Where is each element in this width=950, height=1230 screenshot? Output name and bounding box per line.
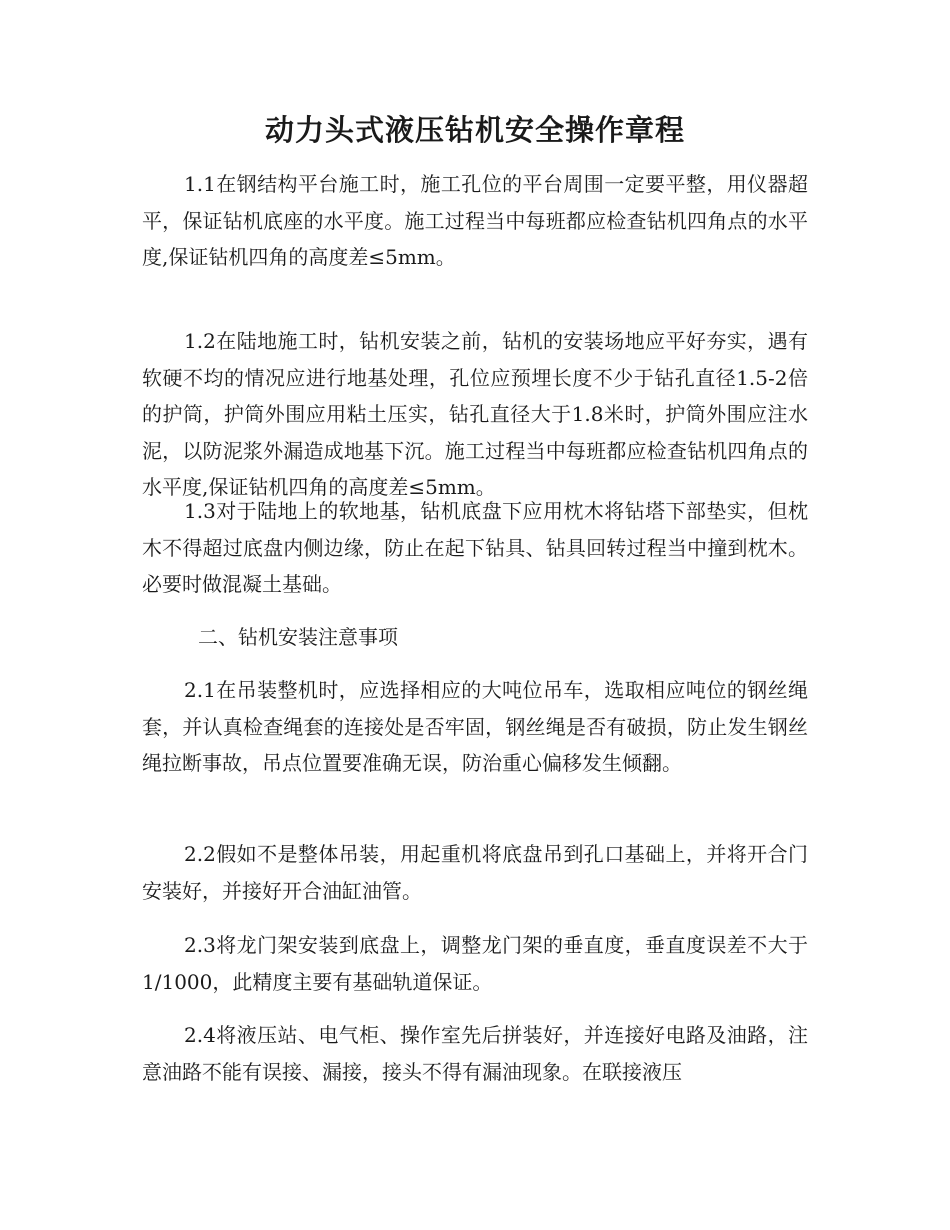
- paragraph-2-2: 2.2假如不是整体吊装，用起重机将底盘吊到孔口基础上，并将开合门安装好，并接好开合油缸油管。: [142, 842, 808, 903]
- section-heading-2: 二、钻机安装注意事项: [198, 625, 398, 649]
- paragraph-1-3: 1.3对于陆地上的软地基，钻机底盘下应用枕木将钻塔下部垫实，但枕木不得超过底盘内侧边缘，防止在起下钻具、钻具回转过程当中撞到枕木。必要时做混凝土基础。: [142, 499, 808, 596]
- paragraph-2-1: 2.1在吊装整机时，应选择相应的大吨位吊车，选取相应吨位的钢丝绳套，并认真检查绳套的连接处是否牢固，钢丝绳是否有破损，防止发生钢丝绳拉断事故，吊点位置要准确无误，防治重心偏移发生倾翻。: [142, 678, 808, 775]
- paragraph-2-4: 2.4将液压站、电气柜、操作室先后拼装好，并连接好电路及油路，注意油路不能有误接、漏接，接头不得有漏油现象。在联接液压: [142, 1023, 808, 1084]
- paragraph-1-1: 1.1在钢结构平台施工时，施工孔位的平台周围一定要平整，用仪器超平，保证钻机底座的水平度。施工过程当中每班都应检查钻机四角点的水平度,保证钻机四角的高度差≤5mm。: [142, 172, 808, 269]
- paragraph-1-2: 1.2在陆地施工时，钻机安装之前，钻机的安装场地应平好夯实，遇有软硬不均的情况应进行地基处理，孔位应预埋长度不少于钻孔直径1.5-2倍的护筒，护筒外围应用粘土压实，钻孔直径大于1.8米时，护筒外围应注水泥，以防泥浆外漏造成地基下沉。施工过程当中每班都应检查钻机四角点的水平度,保证钻机四角的高度差≤5mm。: [142, 329, 808, 499]
- document-title: 动力头式液压钻机安全操作章程: [264, 113, 685, 147]
- paragraph-2-3: 2.3将龙门架安装到底盘上，调整龙门架的垂直度，垂直度误差不大于1/1000，此精度主要有基础轨道保证。: [142, 933, 808, 994]
